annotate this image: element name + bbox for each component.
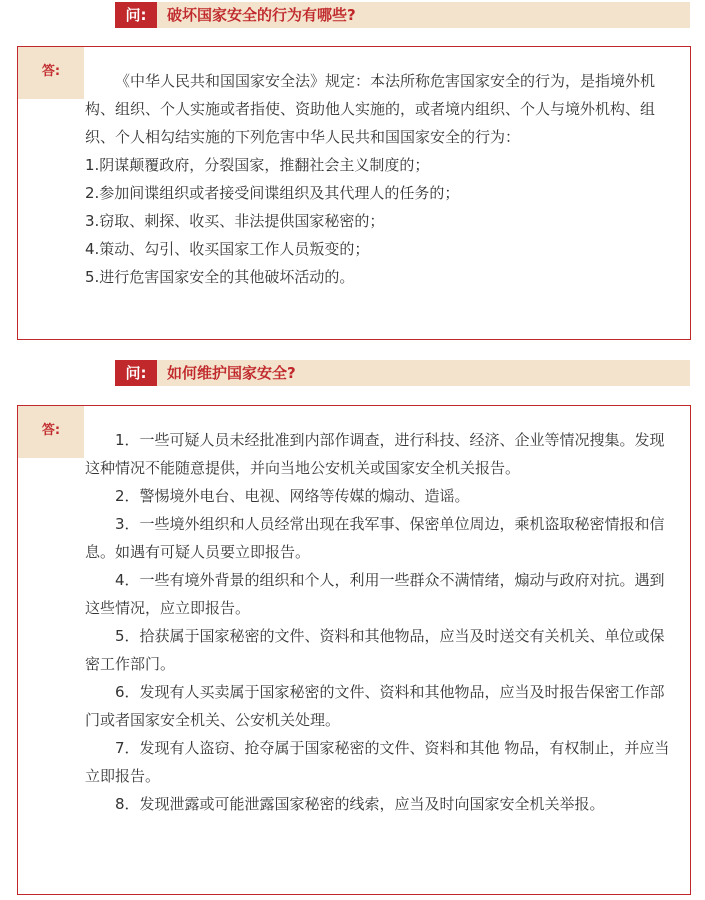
answer-item: 4.策动、勾引、收买国家工作人员叛变的； [85, 240, 370, 258]
answer-intro: 《中华人民共和国国家安全法》规定：本法所称危害国家安全的行为，是指境外机构、组织、个人实施或者指使、资助他人实施的，或者境内组织、个人与境外机构、组织、个人相勾结实施的下列危害中华人民共和国国家安全的行为： [85, 72, 656, 146]
question-bar-2 [115, 360, 690, 386]
question-tag: 问: [115, 2, 157, 28]
answer-item: 2．警惕境外电台、电视、网络等传媒的煽动、造谣。 [115, 487, 470, 505]
question-tag: 问: [115, 360, 157, 386]
answer-item: 3．一些境外组织和人员经常出现在我军事、保密单位周边，乘机盗取秘密情报和信息。如遇有可疑人员要立即报告。 [85, 515, 665, 561]
answer-content [85, 67, 675, 291]
answer-item: 2.参加间谍组织或者接受间谍组织及其代理人的任务的； [85, 184, 460, 202]
answer-box-2 [17, 405, 691, 895]
answer-item: 3.窃取、刺探、收买、非法提供国家秘密的； [85, 212, 385, 230]
answer-tag: 答: [18, 47, 84, 99]
answer-content [85, 426, 675, 818]
answer-item: 5.进行危害国家安全的其他破坏活动的。 [85, 268, 355, 286]
answer-tag: 答: [18, 406, 84, 458]
answer-box-1 [17, 46, 691, 340]
question-title: 如何维护国家安全? [167, 364, 296, 382]
answer-item: 5．拾获属于国家秘密的文件、资料和其他物品，应当及时送交有关机关、单位或保密工作部门。 [85, 627, 665, 673]
answer-item: 6．发现有人买卖属于国家秘密的文件、资料和其他物品，应当及时报告保密工作部门或者国家安全机关、公安机关处理。 [85, 683, 665, 729]
answer-item: 1．一些可疑人员未经批准到内部作调查，进行科技、经济、企业等情况搜集。发现这种情况不能随意提供，并向当地公安机关或国家安全机关报告。 [85, 431, 665, 477]
question-title: 破坏国家安全的行为有哪些? [167, 6, 356, 24]
answer-item: 1.阴谋颠覆政府，分裂国家，推翻社会主义制度的； [85, 156, 430, 174]
answer-item: 4．一些有境外背景的组织和个人，利用一些群众不满情绪，煽动与政府对抗。遇到这些情况，应立即报告。 [85, 571, 665, 617]
answer-item: 7．发现有人盗窃、抢夺属于国家秘密的文件、资料和其他 物品，有权制止，并应当立即报告。 [85, 739, 670, 785]
answer-item: 8．发现泄露或可能泄露国家秘密的线索，应当及时向国家安全机关举报。 [115, 795, 605, 813]
question-bar-1 [115, 2, 690, 28]
